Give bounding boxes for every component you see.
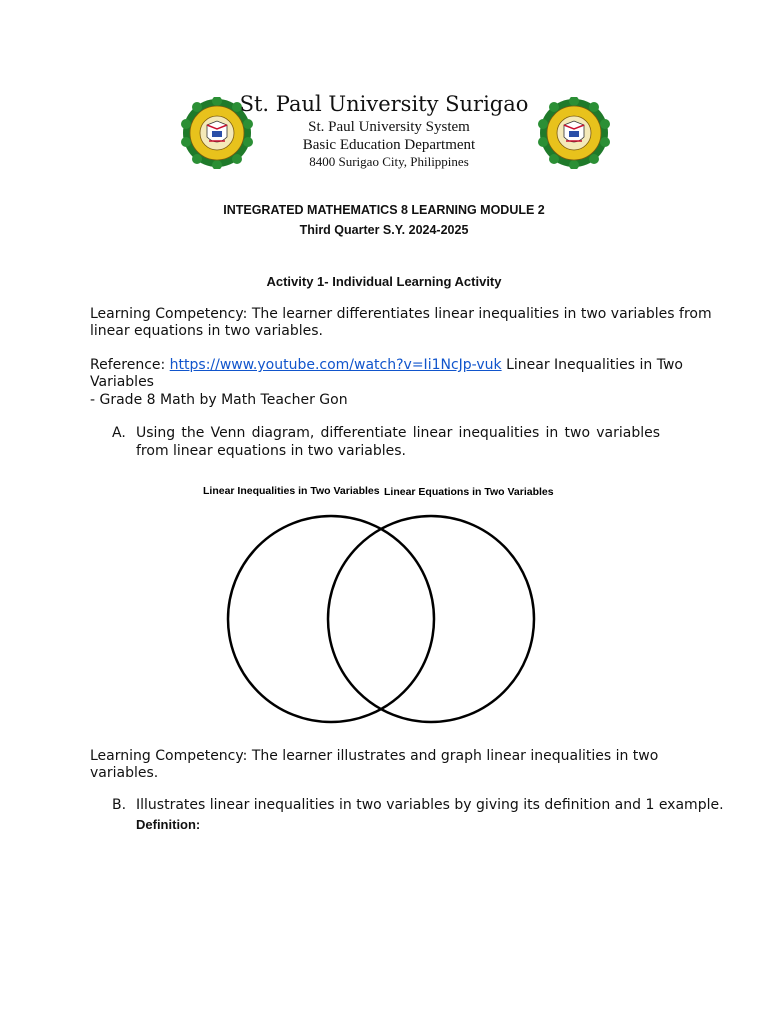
venn-left-label: Linear Inequalities in Two Variables [203, 485, 380, 497]
address: 8400 Surigao City, Philippines [309, 154, 469, 169]
venn-left-circle [228, 516, 434, 722]
definition-label: Definition: [136, 817, 201, 832]
item-a-marker: A. [112, 425, 126, 441]
reference-title: Linear Inequalities in Two Variables [90, 357, 683, 390]
reference-prefix: Reference: [90, 357, 170, 373]
venn-right-label: Linear Equations in Two Variables [384, 486, 554, 498]
instruction-item-b [112, 796, 722, 816]
reference-link[interactable]: https://www.youtube.com/watch?v=Ii1NcJp-vuk [169, 357, 502, 373]
university-name: St. Paul University Surigao [239, 92, 529, 116]
venn-diagram [195, 478, 555, 734]
reference-source: - Grade 8 Math by Math Teacher Gon [90, 392, 348, 408]
item-b-marker: B. [112, 797, 127, 813]
quarter-label: Third Quarter S.Y. 2024-2025 [299, 223, 469, 237]
instruction-item-a [112, 424, 722, 464]
module-title: INTEGRATED MATHEMATICS 8 LEARNING MODULE 2 [223, 203, 545, 217]
activity-title: Activity 1- Individual Learning Activity [266, 274, 502, 289]
venn-right-circle [328, 516, 534, 722]
item-a-text: Using the Venn diagram, differentiate linear inequalities in two variables from linear equations in two variables. [136, 425, 660, 459]
item-b-text: Illustrates linear inequalities in two variables by giving its definition and 1 example. [136, 797, 724, 813]
university-system: St. Paul University System [308, 119, 470, 135]
department-name: Basic Education Department [302, 137, 476, 153]
learning-competency-2: Learning Competency: The learner illustrates and graph linear inequalities in two variables. [90, 748, 659, 781]
reference [90, 357, 730, 391]
learning-competency-1: Learning Competency: The learner differentiates linear inequalities in two variables from linear equations in two variables. [90, 306, 712, 339]
